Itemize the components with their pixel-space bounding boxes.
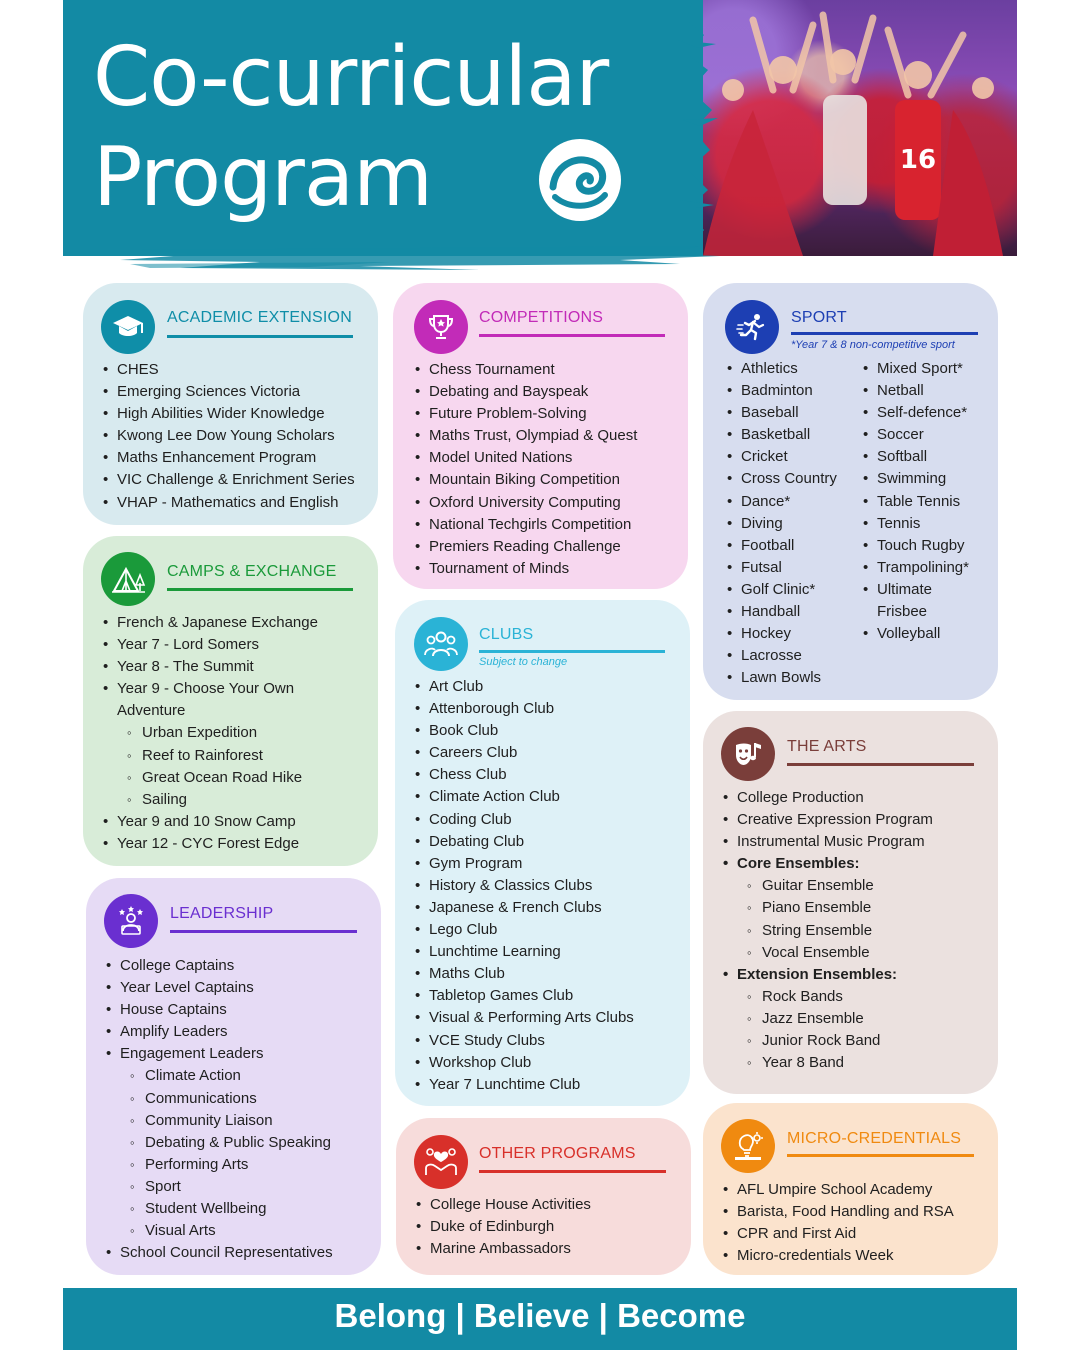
list-item: • Ultimate: [861, 579, 969, 601]
card-competitions: [393, 283, 688, 589]
arts-list: [721, 787, 933, 1074]
list-item: • School Council Representatives: [104, 1242, 333, 1264]
list-item: • Hockey: [725, 623, 837, 645]
list-item: • Handball: [725, 601, 837, 623]
list-item: • Tabletop Games Club: [413, 985, 634, 1007]
list-item: • Model United Nations: [413, 447, 637, 469]
list-item: • Lunchtime Learning: [413, 941, 634, 963]
running-icon: [725, 300, 779, 354]
academic-list: [101, 359, 355, 514]
list-item: • French & Japanese Exchange: [101, 612, 318, 634]
list-item: • Table Tennis: [861, 491, 969, 513]
list-item: • Lacrosse: [725, 645, 837, 667]
lightbulb-gear-icon: [721, 1119, 775, 1173]
list-item: • House Captains: [104, 999, 333, 1021]
brush-stroke-edge: [638, 0, 718, 256]
school-wave-logo: [535, 135, 625, 225]
list-item: • College House Activities: [414, 1194, 591, 1216]
tent-icon: [101, 552, 155, 606]
sub-list-item: ◦ Reef to Rainforest: [101, 745, 318, 767]
sub-list-item: ◦ Sport: [104, 1176, 333, 1198]
micro-credentials-title-underline: [787, 1154, 974, 1157]
camps-title-underline: [167, 588, 353, 591]
leadership-title-underline: [170, 930, 357, 933]
card-clubs: [395, 600, 690, 1106]
sub-list-item: ◦ Visual Arts: [104, 1220, 333, 1242]
micro-credentials-list: [721, 1179, 954, 1267]
list-item: • Year 7 - Lord Somers: [101, 634, 318, 656]
clubs-list: [413, 676, 634, 1096]
sub-list-item: ◦ Piano Ensemble: [721, 897, 933, 919]
page-title: [93, 28, 608, 228]
list-item: • VCE Study Clubs: [413, 1030, 634, 1052]
list-item: • Coding Club: [413, 809, 634, 831]
list-item: • Futsal: [725, 557, 837, 579]
leadership-title: LEADERSHIP: [170, 905, 274, 922]
list-item: • Year 9 - Choose Your Own: [101, 678, 318, 700]
header-banner: [63, 0, 1017, 256]
sport-list-col2: [861, 358, 969, 645]
other-programs-title: OTHER PROGRAMS: [479, 1145, 636, 1162]
theatre-masks-icon: [721, 727, 775, 781]
list-item: • College Captains: [104, 955, 333, 977]
list-item: • Marine Ambassadors: [414, 1238, 591, 1260]
list-item: • Swimming: [861, 468, 969, 490]
list-item: • Micro-credentials Week: [721, 1245, 954, 1267]
footer-motto: Belong | Believe | Become: [63, 1288, 1017, 1350]
list-item: • AFL Umpire School Academy: [721, 1179, 954, 1201]
list-heading: • Extension Ensembles:: [721, 964, 933, 986]
sport-title-underline: [791, 332, 978, 335]
sub-list-item: ◦ Year 8 Band: [721, 1052, 933, 1074]
trophy-icon: [414, 300, 468, 354]
list-item: • Attenborough Club: [413, 698, 634, 720]
list-item: • Book Club: [413, 720, 634, 742]
sub-list-item: ◦ Student Wellbeing: [104, 1198, 333, 1220]
list-item: • Athletics: [725, 358, 837, 380]
sub-list-item: ◦ Guitar Ensemble: [721, 875, 933, 897]
leader-award-icon: [104, 894, 158, 948]
leadership-list: [104, 955, 333, 1264]
svg-text:16: 16: [899, 145, 937, 175]
list-item: • Self-defence*: [861, 402, 969, 424]
clubs-title-underline: [479, 650, 665, 653]
list-item: • Climate Action Club: [413, 786, 634, 808]
list-item: • CHES: [101, 359, 355, 381]
list-item: • Year 9 and 10 Snow Camp: [101, 811, 318, 833]
list-item: • Art Club: [413, 676, 634, 698]
competitions-title: COMPETITIONS: [479, 309, 604, 326]
list-item: • Debating Club: [413, 831, 634, 853]
other-programs-title-underline: [479, 1170, 666, 1173]
title-line-2: Program: [93, 130, 432, 225]
list-item: • Tennis: [861, 513, 969, 535]
sub-list-item: ◦ Vocal Ensemble: [721, 942, 933, 964]
list-item: • VHAP - Mathematics and English: [101, 492, 355, 514]
list-item: • Kwong Lee Dow Young Scholars: [101, 425, 355, 447]
list-item: • Mixed Sport*: [861, 358, 969, 380]
sport-list-col1: [725, 358, 837, 689]
list-item: • Diving: [725, 513, 837, 535]
list-item: • National Techgirls Competition: [413, 514, 637, 536]
list-item-continuation: Adventure: [117, 702, 186, 720]
list-item: • Maths Enhancement Program: [101, 447, 355, 469]
academic-title: ACADEMIC EXTENSION: [167, 309, 352, 326]
list-item: • Maths Club: [413, 963, 634, 985]
list-item: • Softball: [861, 446, 969, 468]
card-the-arts: [703, 711, 998, 1094]
list-item: • Careers Club: [413, 742, 634, 764]
sub-list-item: ◦ Community Liaison: [104, 1110, 333, 1132]
list-item: • History & Classics Clubs: [413, 875, 634, 897]
list-item: • Japanese & French Clubs: [413, 897, 634, 919]
camps-title: CAMPS & EXCHANGE: [167, 563, 337, 580]
list-item: • Lego Club: [413, 919, 634, 941]
list-item: • Emerging Sciences Victoria: [101, 381, 355, 403]
sub-list-item: ◦ Communications: [104, 1088, 333, 1110]
arts-title-underline: [787, 763, 974, 766]
card-sport: [703, 283, 998, 700]
card-leadership: [86, 878, 381, 1275]
list-item: • Visual & Performing Arts Clubs: [413, 1007, 634, 1029]
list-item: • Barista, Food Handling and RSA: [721, 1201, 954, 1223]
list-item: • Cross Country: [725, 468, 837, 490]
list-item: • Chess Tournament: [413, 359, 637, 381]
sub-list-item: ◦ Rock Bands: [721, 986, 933, 1008]
list-item: • VIC Challenge & Enrichment Series: [101, 469, 355, 491]
people-group-icon: [414, 617, 468, 671]
list-item-continuation: Frisbee: [877, 603, 928, 621]
sub-list-item: ◦ Performing Arts: [104, 1154, 333, 1176]
list-item: • Dance*: [725, 491, 837, 513]
list-item: • Tournament of Minds: [413, 558, 637, 580]
list-item: • Volleyball: [861, 623, 969, 645]
sub-list-item: ◦ String Ensemble: [721, 920, 933, 942]
list-item: • Amplify Leaders: [104, 1021, 333, 1043]
other-programs-list: [414, 1194, 591, 1260]
title-line-1: Co-curricular: [93, 30, 609, 125]
list-item: • Engagement Leaders: [104, 1043, 333, 1065]
list-item: • Chess Club: [413, 764, 634, 786]
list-item: • Workshop Club: [413, 1052, 634, 1074]
competitions-list: [413, 359, 637, 580]
sub-list-item: ◦ Great Ocean Road Hike: [101, 767, 318, 789]
list-item: • Trampolining*: [861, 557, 969, 579]
clubs-note: Subject to change: [479, 656, 568, 668]
list-item: • Soccer: [861, 424, 969, 446]
sub-list-item: ◦ Junior Rock Band: [721, 1030, 933, 1052]
list-item: • Creative Expression Program: [721, 809, 933, 831]
sub-list-item: ◦ Jazz Ensemble: [721, 1008, 933, 1030]
card-academic-extension: [83, 283, 378, 525]
brush-underline: [60, 244, 720, 278]
sub-list-item: ◦ Debating & Public Speaking: [104, 1132, 333, 1154]
list-item: • Basketball: [725, 424, 837, 446]
arts-title: THE ARTS: [787, 738, 867, 755]
list-item: • Golf Clinic*: [725, 579, 837, 601]
sub-list-item: ◦ Sailing: [101, 789, 318, 811]
list-item: • Duke of Edinburgh: [414, 1216, 591, 1238]
list-item: • Maths Trust, Olympiad & Quest: [413, 425, 637, 447]
list-item: • Touch Rugby: [861, 535, 969, 557]
list-item: • Baseball: [725, 402, 837, 424]
academic-title-underline: [167, 335, 353, 338]
list-item: • Mountain Biking Competition: [413, 469, 637, 491]
list-item: • College Production: [721, 787, 933, 809]
list-item: • Year Level Captains: [104, 977, 333, 999]
list-item: • Lawn Bowls: [725, 667, 837, 689]
list-item: • Badminton: [725, 380, 837, 402]
sport-note: *Year 7 & 8 non-competitive sport: [791, 339, 955, 351]
list-item: • Year 12 - CYC Forest Edge: [101, 833, 318, 855]
list-item: • Year 8 - The Summit: [101, 656, 318, 678]
list-item: • Future Problem-Solving: [413, 403, 637, 425]
list-item: • Instrumental Music Program: [721, 831, 933, 853]
list-item: • Netball: [861, 380, 969, 402]
list-item: • CPR and First Aid: [721, 1223, 954, 1245]
list-heading: • Core Ensembles:: [721, 853, 933, 875]
list-item: • Premiers Reading Challenge: [413, 536, 637, 558]
card-other-programs: [396, 1118, 691, 1275]
camps-list: [101, 612, 318, 855]
sport-title: SPORT: [791, 309, 847, 326]
card-micro-credentials: [703, 1103, 998, 1275]
card-camps-exchange: [83, 536, 378, 866]
helping-hands-icon: [414, 1135, 468, 1189]
graduation-cap-icon: [101, 300, 155, 354]
sub-list-item: ◦ Urban Expedition: [101, 722, 318, 744]
list-item: • Year 7 Lunchtime Club: [413, 1074, 634, 1096]
list-item: • High Abilities Wider Knowledge: [101, 403, 355, 425]
competitions-title-underline: [479, 334, 665, 337]
micro-credentials-title: MICRO-CREDENTIALS: [787, 1130, 962, 1147]
list-item: • Cricket: [725, 446, 837, 468]
list-item: • Gym Program: [413, 853, 634, 875]
sub-list-item: ◦ Climate Action: [104, 1065, 333, 1087]
list-item: • Football: [725, 535, 837, 557]
list-item: • Debating and Bayspeak: [413, 381, 637, 403]
list-item: • Oxford University Computing: [413, 492, 637, 514]
clubs-title: CLUBS: [479, 626, 534, 643]
